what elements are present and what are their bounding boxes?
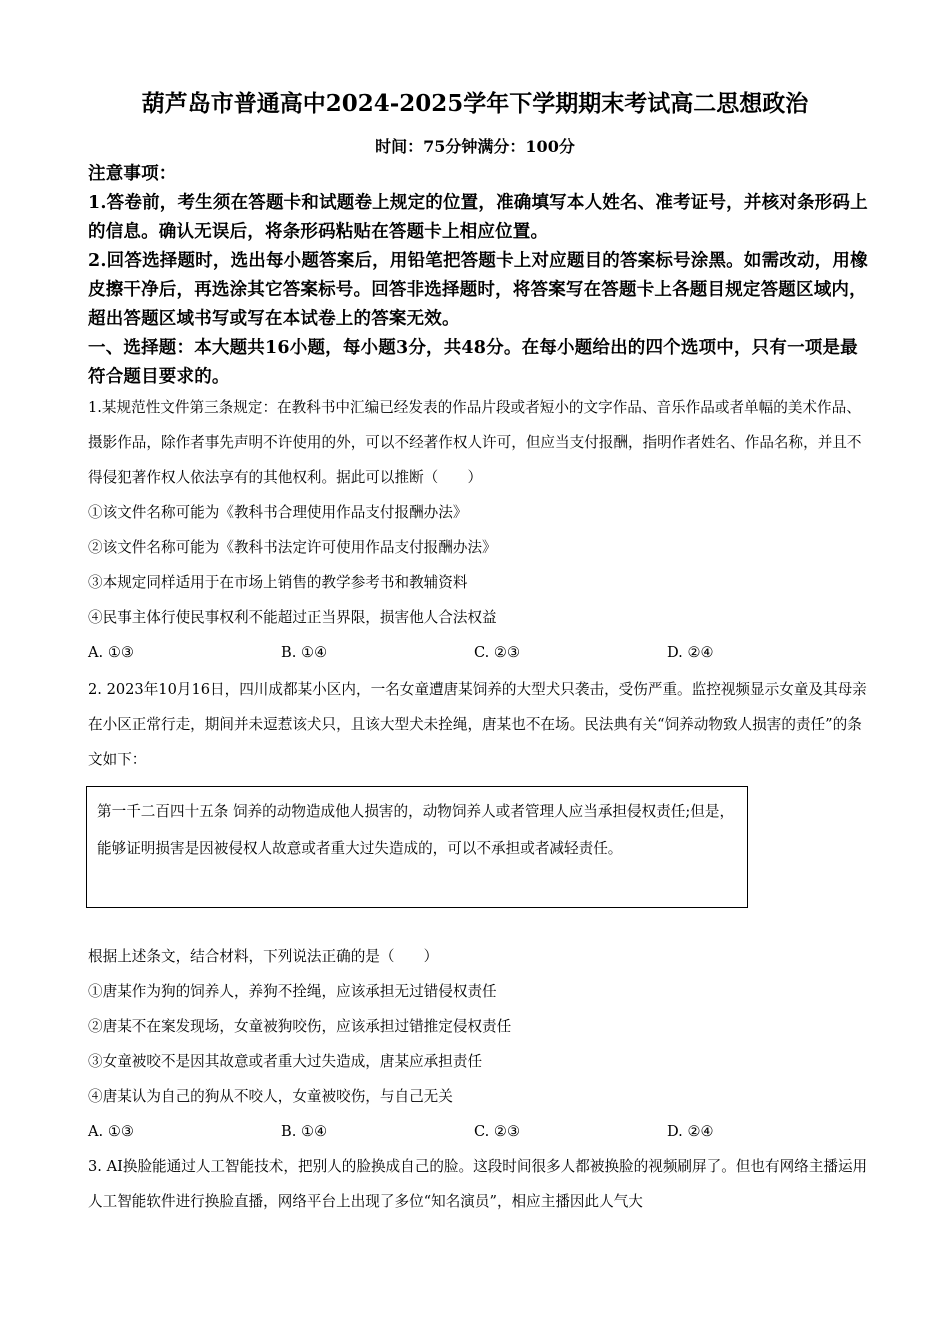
notice-heading: 注意事项： — [88, 164, 177, 184]
option-d: D. ②④ — [667, 644, 714, 661]
option-d: D. ②④ — [667, 1123, 714, 1140]
civil-code-article: 第一千二百四十五条 饲养的动物造成他人损害的，动物饲养人或者管理人应当承担侵权责任;但是，能够证明损害是因被侵权人故意或者重大过失造成的，可以不承担或者减轻责任。 — [97, 803, 735, 857]
exam-title: 葫芦岛市普通高中2024-2025学年下学期期末考试高二思想政治 — [141, 90, 809, 117]
question-1-statement: ①该文件名称可能为《教科书合理使用作品支付报酬办法》 — [88, 504, 468, 521]
question-1-stem: 1.某规范性文件第三条规定：在教科书中汇编已经发表的作品片段或者短小的文字作品、音乐作品或者单幅的美术作品、摄影作品，除作者事先声明不许使用的外，可以不经著作权人许可，但应当支付报酬，指明作者姓名、作品名称，并且不得侵犯著作权人依法享有的其他权利。据此可以推断（ ） — [88, 399, 862, 486]
question-3 — [88, 1149, 868, 1219]
option-a: A. ①③ — [88, 644, 134, 661]
option-b: B. ①④ — [281, 1123, 328, 1140]
question-2-statement: ②唐某不在案发现场，女童被狗咬伤，应该承担过错推定侵权责任 — [88, 1018, 512, 1035]
exam-time-score: 时间：75分钟满分：100分 — [375, 137, 575, 156]
question-2-prompt: 根据上述条文，结合材料，下列说法正确的是（ ） — [88, 948, 439, 965]
question-2-statement: ①唐某作为狗的饲养人，养狗不拴绳，应该承担无过错侵权责任 — [88, 983, 497, 1000]
option-c: C. ②③ — [474, 644, 521, 661]
question-2-statement: ③女童被咬不是因其故意或者重大过失造成，唐某应承担责任 — [88, 1053, 483, 1070]
notice-block — [88, 160, 868, 392]
option-a: A. ①③ — [88, 1123, 134, 1140]
question-3-stem: 3. AI换脸能通过人工智能技术，把别人的脸换成自己的脸。这段时间很多人都被换脸的视频刷屏了。但也有网络主播运用人工智能软件进行换脸直播，网络平台上出现了多位“知名演员”，相应主播因此人气大 — [88, 1158, 868, 1210]
notice-item-1: 1.答卷前，考生须在答题卡和试题卷上规定的位置，准确填写本人姓名、准考证号，并核对条形码上的信息。确认无误后，将条形码粘贴在答题卡上相应位置。 — [88, 193, 868, 242]
question-1-statement: ③本规定同样适用于在市场上销售的教学参考书和教辅资料 — [88, 574, 468, 591]
question-1-statement: ④民事主体行使民事权利不能超过正当界限，损害他人合法权益 — [88, 609, 497, 626]
question-1 — [88, 390, 868, 670]
question-2 — [88, 672, 868, 777]
section-heading: 一、选择题：本大题共16小题，每小题3分，共48分。在每小题给出的四个选项中，只有一项是最符合题目要求的。 — [88, 338, 858, 387]
option-c: C. ②③ — [474, 1123, 521, 1140]
question-2-statement: ④唐某认为自己的狗从不咬人，女童被咬伤，与自己无关 — [88, 1088, 453, 1105]
option-b: B. ①④ — [281, 644, 328, 661]
civil-code-article-box — [86, 786, 748, 908]
question-1-options — [88, 635, 868, 670]
notice-item-2: 2.回答选择题时，选出每小题答案后，用铅笔把答题卡上对应题目的答案标号涂黑。如需改动，用橡皮擦干净后，再选涂其它答案标号。回答非选择题时，将答案写在答题卡上各题目规定答题区域内，超出答题区域书写或写在本试卷上的答案无效。 — [88, 251, 868, 329]
question-2-options — [88, 1114, 868, 1149]
question-2-stem: 2. 2023年10月16日，四川成都某小区内，一名女童遭唐某饲养的大型犬只袭击，受伤严重。监控视频显示女童及其母亲在小区正常行走，期间并未逗惹该犬只，且该大型犬未拴绳，唐某也不在场。民法典有关“饲养动物致人损害的责任”的条文如下： — [88, 681, 867, 768]
question-2-continued — [88, 939, 868, 1149]
question-1-statement: ②该文件名称可能为《教科书法定许可使用作品支付报酬办法》 — [88, 539, 497, 556]
